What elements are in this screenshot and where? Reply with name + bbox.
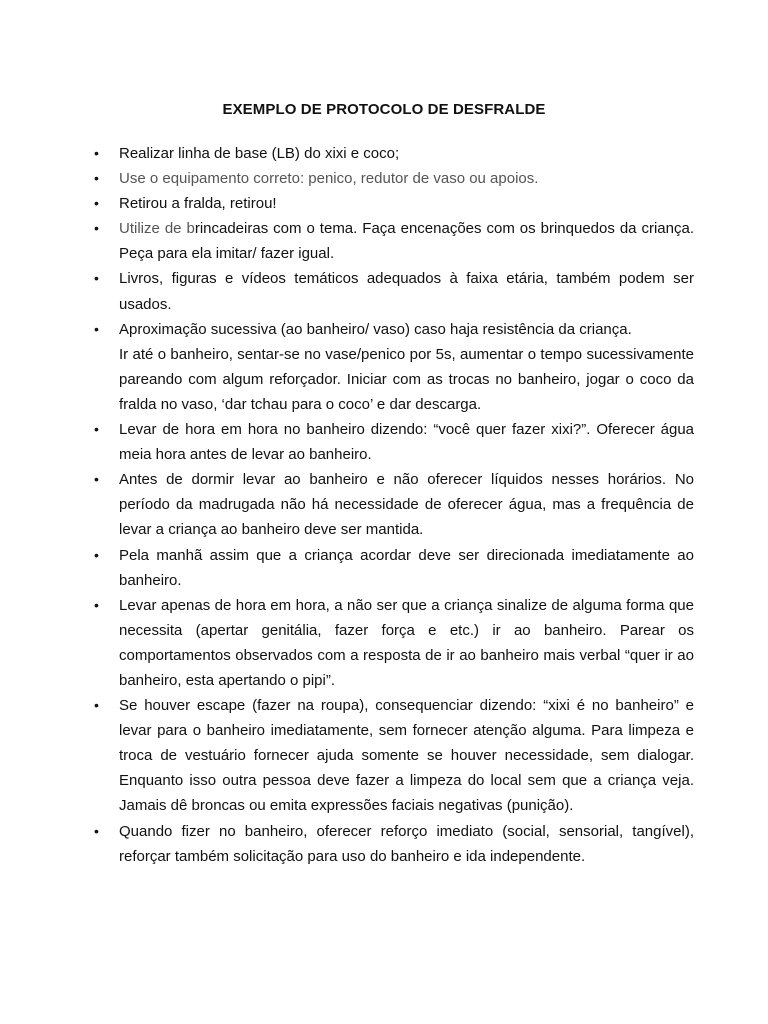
bullet-icon: •	[94, 596, 99, 613]
bullet-icon: •	[94, 320, 99, 337]
list-item	[94, 216, 695, 266]
list-item-text: Se houver escape (fazer na roupa), consequenciar dizendo: “xixi é no banheiro” e levar para o banheiro imediatamente, sem fornecer atenção alguma. Para limpeza e troca de vestuário fornecer ajuda somente se houver necessidade, sem dialogar. Enquanto isso outra pessoa deve fazer a limpeza do local sem que a criança veja. Jamais dê broncas ou emita expressões faciais negativas (punição).	[119, 697, 694, 815]
list-item	[94, 166, 694, 191]
list-item-text: rincadeiras com o tema. Faça encenações com os brinquedos da criança. Peça para ela imitar/ fazer igual.	[119, 220, 695, 263]
list-item-text: Livros, figuras e vídeos temáticos adequados à faixa etária, também podem ser usados.	[119, 270, 694, 313]
list-item	[94, 141, 694, 166]
list-item-text: Quando fizer no banheiro, oferecer reforço imediato (social, sensorial, tangível), reforçar também solicitação para uso do banheiro e ida independente.	[119, 822, 694, 865]
list-item-text: Retirou a fralda, retirou!	[119, 195, 277, 213]
list-item-text: Pela manhã assim que a criança acordar deve ser direcionada imediatamente ao banheiro.	[119, 546, 694, 589]
list-item	[94, 819, 694, 869]
bullet-icon: •	[94, 822, 99, 839]
bullet-icon: •	[94, 270, 99, 287]
list-item-text: Use o equipamento correto: penico, redutor de vaso ou apoios.	[119, 170, 539, 188]
list-item	[94, 417, 694, 467]
bullet-icon: •	[94, 471, 99, 488]
list-item-text: Aproximação sucessiva (ao banheiro/ vaso) caso haja resistência da criança.	[119, 320, 632, 338]
document-title: EXEMPLO DE PROTOCOLO DE DESFRALDE	[222, 101, 546, 118]
list-item	[94, 593, 694, 693]
bullet-icon: •	[94, 170, 99, 187]
list-item-lead-text: Utilize de b	[119, 220, 195, 238]
list-item	[94, 543, 694, 593]
bullet-icon: •	[94, 145, 99, 161]
bullet-icon: •	[94, 220, 99, 237]
list-item-continuation: Ir até o banheiro, sentar-se no vase/penico por 5s, aumentar o tempo sucessivamente pareando com algum reforçador. Iniciar com as trocas no banheiro, jogar o coco da fralda no vaso, ‘dar tchau para o coco’ e dar descarga.	[119, 345, 694, 413]
list-item	[94, 317, 694, 417]
list-item	[94, 467, 694, 542]
list-item	[94, 693, 694, 818]
bullet-icon: •	[94, 195, 99, 212]
list-item-text: Levar de hora em hora no banheiro dizendo: “você quer fazer xixi?”. Oferecer água meia hora antes de levar ao banheiro.	[119, 421, 694, 464]
list-item-text: Levar apenas de hora em hora, a não ser que a criança sinalize de alguma forma que necessita (apertar genitália, fazer força e etc.) ir ao banheiro. Parear os comportamentos observados com a resposta de ir ao banheiro mais verbal “quer ir ao banheiro, esta apertando o pipi”.	[119, 596, 694, 689]
list-item-text: Antes de dormir levar ao banheiro e não oferecer líquidos nesses horários. No período da madrugada não há necessidade de oferecer água, mas a frequência de levar a criança ao banheiro deve ser mantida.	[119, 471, 694, 539]
bullet-icon: •	[94, 546, 99, 563]
bullet-icon: •	[94, 697, 99, 714]
list-item	[94, 266, 694, 316]
protocol-list	[94, 141, 695, 869]
list-item	[94, 191, 694, 216]
list-item-text: Realizar linha de base (LB) do xixi e coco;	[119, 145, 400, 162]
bullet-icon: •	[94, 421, 99, 438]
